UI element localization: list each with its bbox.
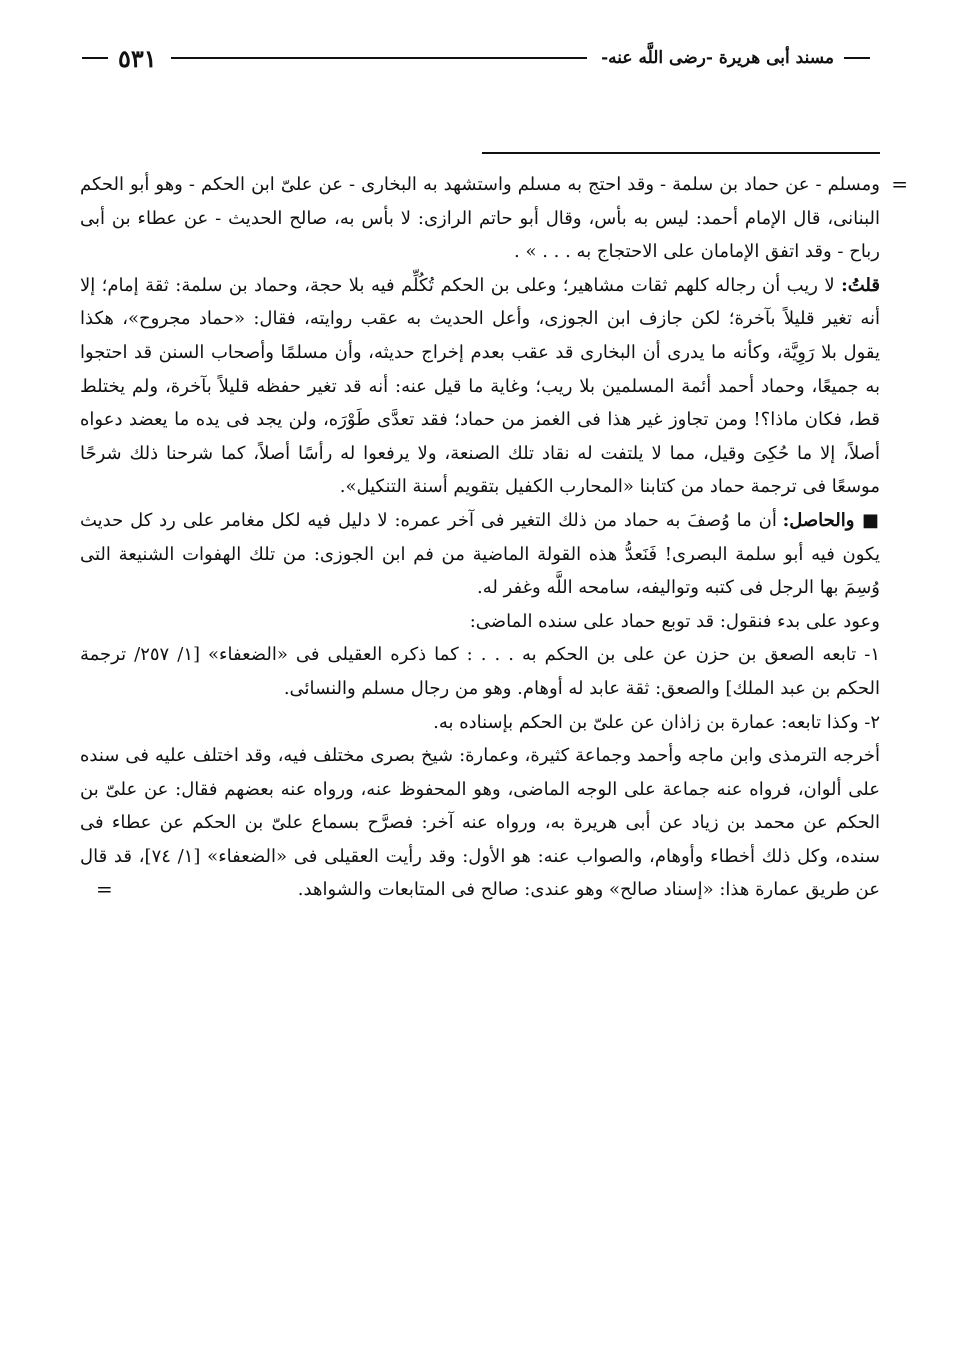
footnote-separator: [482, 152, 880, 154]
paragraph-4: وعود على بدء فنقول: قد توبع حماد على سنده الماضى:: [469, 610, 880, 632]
header-dash-left: [82, 57, 108, 59]
header-title: مسند أبى هريرة -رضى اللَّه عنه-: [601, 48, 834, 68]
paragraph-5-item-1: ١- تابعه الصعق بن حزن عن على بن الحكم به . . . : كما ذكره العقيلى فى «الضعفاء» [١/ ٢٥٧/ ترجمة الحكم بن عبد الملك] والصعق: ثقة عابد له أوهام. وهو من رجال مسلم والنسائى.: [80, 644, 880, 699]
paragraph-7-text: أخرجه الترمذى وابن ماجه وأحمد وجماعة كثيرة، وعمارة: شيخ بصرى مختلف فيه، وقد اختلف عليه فى سنده على ألوان، فرواه عنه جماعة على الوجه الماضى، وهو المحفوظ عنه، ورواه عنه بعضهم فقال: عن علىّ بن الحكم عن محمد بن زياد عن أبى هريرة به، ورواه عنه آخر: فصرَّح بسماع علىّ بن الحكم عن عطاء فى سنده، وكل ذلك أخطاء وأوهام، والصواب عنه: هو الأول: وقد رأيت العقيلى فى «الضعفاء» [١/ ٧٤]، قد قال عن طريق عمارة هذا: «إسناد صالح» وهو عندى: صالح فى المتابعات والشواهد.: [80, 745, 880, 901]
footnote-text: [80, 168, 908, 907]
paragraph-2-lead: قلتُ:: [841, 274, 880, 296]
paragraph-2-text: لا ريب أن رجاله كلهم ثقات مشاهير؛ وعلى بن الحكم تُكُلِّم فيه بلا حجة، وحماد بن سلمة: ثقة إمام؛ إلا أنه تغير قليلاً بآخرة؛ لكن جازف ابن الجوزى، وأعل الحديث به عقب روايته، فقال: «حماد مجروح»، هكذا يقول بلا رَوِيَّة، وكأنه ما يدرى أن البخارى قد عقب بعدم إخراج حديثه، وأن مسلمًا وأصحاب السنن قد احتجوا به جميعًا، وحماد أحمد أئمة المسلمين بلا ريب؛ وغاية ما قيل عنه: أنه قد تغير حفظه قليلاً بآخرة، ولم يختلط قط، فكان ماذا؟! ومن تجاوز غير هذا فى الغمز من حماد؛ فقد تعدَّى طَوْرَه، ولن يجد فى يده ما يعضد دعواه أصلاً، إلا ما حُكِىَ وقيل، مما لا يلتفت له نقاد تلك الصنعة، ولا يرفعوا له رأسًا أصلاً، كما شرحنا ذلك شرحًا موسعًا فى ترجمة حماد من كتابنا «المحارب الكفيل بتقويم أسنة التنكيل».: [80, 274, 880, 498]
continuation-mark: =: [891, 172, 908, 196]
end-continuation-mark: =: [96, 877, 113, 902]
paragraph-qultu: [80, 269, 880, 504]
paragraph-6-item-2: ٢- وكذا تابعه: عمارة بن زاذان عن علىّ بن الحكم بإسناده به.: [433, 711, 880, 733]
paragraph-conclusion: [80, 504, 880, 605]
paragraph-3-lead: ■ والحاصل:: [782, 509, 880, 531]
running-header: [76, 40, 876, 76]
paragraph-continued: [80, 168, 908, 269]
paragraph-3-text: أن ما وُصفَ به حماد من ذلك التغير فى آخر عمره: لا دليل فيه لكل مغامر على رد كل حديث يكون فيه أبو سلمة البصرى! فَنَعدُّ هذه القولة الماضية من فم ابن الجوزى: من تلك الهفوات الشنيعة التى وُسِمَ بها الرجل فى كتبه وتواليفه، سامحه اللَّه وغفر له.: [80, 509, 880, 599]
header-dash-right: [844, 57, 870, 59]
paragraph-1-text: ومسلم - عن حماد بن سلمة - وقد احتج به مسلم واستشهد به البخارى - عن علىّ ابن الحكم - وهو أبو الحكم البنانى، قال الإمام أحمد: ليس به بأس، وقال أبو حاتم الرازى: لا بأس به، صالح الحديث - عن عطاء بن أبى رباح - وقد اتفق الإمامان على الاحتجاج به . . . » .: [80, 174, 880, 263]
header-rule: [171, 57, 587, 59]
paragraph-7: [80, 739, 880, 907]
page-number: ٥٣١: [118, 43, 157, 73]
